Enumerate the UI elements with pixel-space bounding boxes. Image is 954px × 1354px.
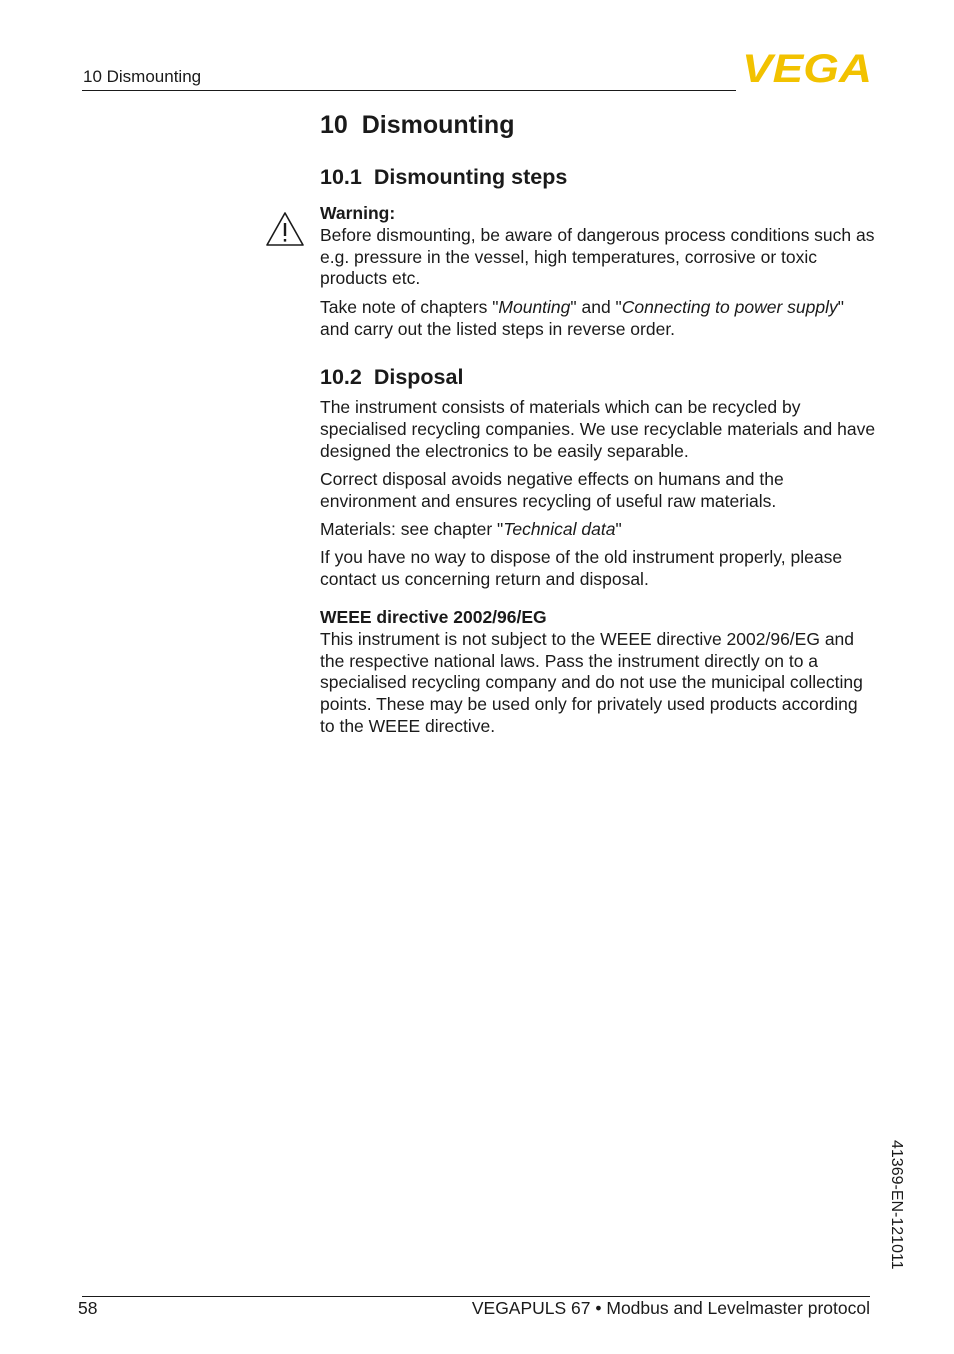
materials-text: Materials: see chapter " [320, 519, 504, 539]
chapter-title: Dismounting [361, 111, 515, 139]
document-code: 41369-EN-121011 [888, 1140, 905, 1270]
technical-data-ref: Technical data [503, 519, 616, 539]
disposal-para-4 [320, 547, 876, 591]
mounting-chapter-ref: Mounting [498, 297, 571, 317]
power-supply-chapter-ref: Connecting to power supply [621, 297, 838, 317]
chapter-heading [320, 111, 514, 140]
section-title: Dismounting steps [373, 165, 568, 189]
note-text: Take note of chapters " [320, 297, 499, 317]
vega-logo [741, 50, 873, 84]
paragraph: Correct disposal avoids negative effects on humans and the environment and ensures recycling of useful raw materials. [320, 469, 784, 511]
reverse-order-note [320, 297, 876, 341]
disposal-para-1 [320, 397, 876, 462]
section-heading-dismounting-steps [320, 165, 567, 190]
paragraph [320, 519, 876, 541]
section-number: 10.2 [320, 365, 362, 389]
page-number: 58 [78, 1298, 98, 1318]
header-rule [82, 90, 736, 91]
section-heading-disposal [320, 365, 463, 390]
warning-text: Before dismounting, be aware of dangerous process conditions such as e.g. pressure in the vessel, high temperatures, corrosive or toxic products etc. [320, 224, 875, 289]
note-paragraph [320, 297, 876, 341]
section-number: 10.1 [320, 165, 362, 189]
weee-block [320, 607, 876, 738]
disposal-para-2 [320, 469, 876, 513]
materials-note [320, 519, 876, 541]
footer-rule [82, 1296, 870, 1297]
materials-text: " [615, 519, 622, 539]
footer-document-title: VEGAPULS 67 • Modbus and Levelmaster protocol [471, 1298, 870, 1318]
weee-heading: WEEE directive 2002/96/EG [320, 607, 547, 627]
note-text: " and " [570, 297, 622, 317]
logo-text: VEGA [742, 50, 872, 84]
chapter-number: 10 [320, 111, 348, 139]
warning-triangle-icon [265, 211, 305, 247]
paragraph: The instrument consists of materials which can be recycled by specialised recycling companies. We use recyclable materials and have designed the electronics to be easily separable. [320, 397, 876, 461]
warning-label: Warning: [320, 203, 396, 223]
warning-block [320, 203, 876, 290]
note-text: " and carry out the listed steps in reverse order. [320, 297, 844, 339]
weee-text: This instrument is not subject to the WEEE directive 2002/96/EG and the respective national laws. Pass the instrument directly on to a specialised recycling company and do not use the municipal collecting points. These may be used only for privately used products according to the WEEE directive. [320, 628, 863, 736]
paragraph: If you have no way to dispose of the old instrument properly, please contact us concerning return and disposal. [320, 547, 843, 589]
running-header: 10 Dismounting [83, 67, 202, 86]
section-title: Disposal [373, 365, 464, 389]
